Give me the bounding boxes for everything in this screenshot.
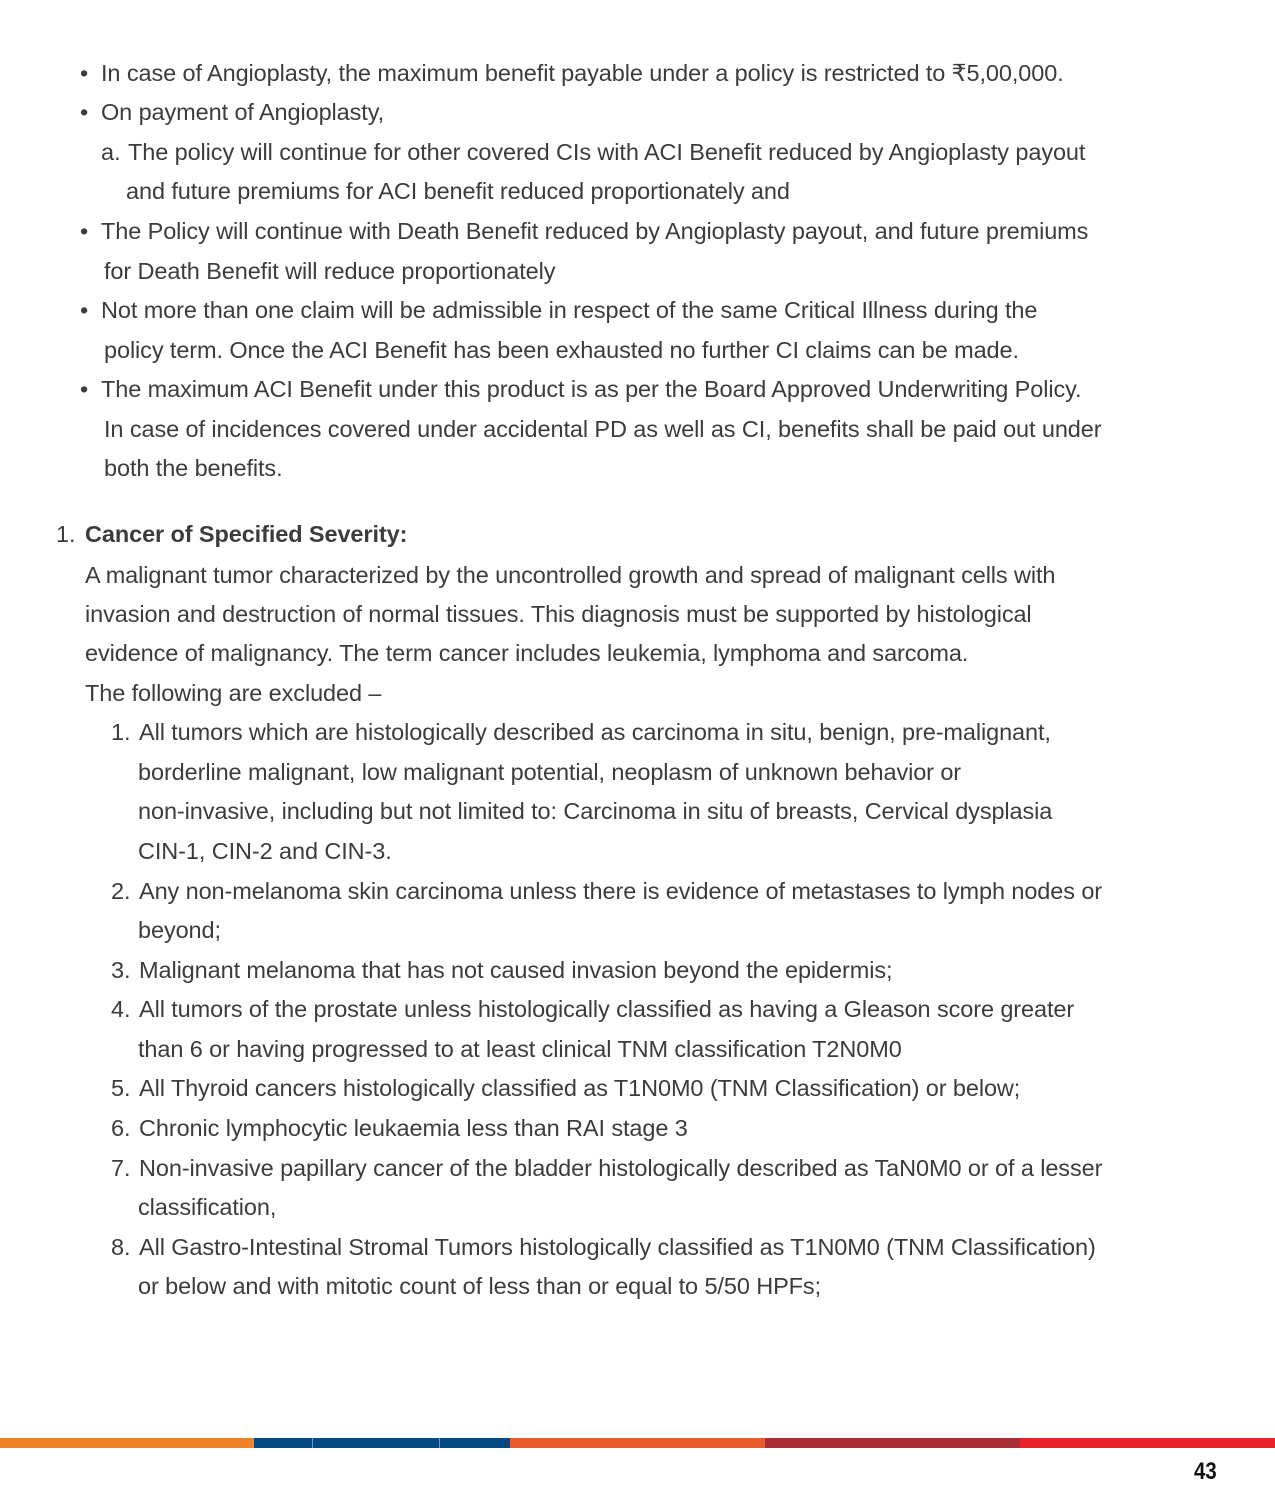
- color-bar-segment-orange-red: [510, 1438, 765, 1448]
- section-description-line: evidence of malignancy. The term cancer includes leukemia, lymphoma and sarcoma.: [85, 640, 969, 666]
- bullet-text: both the benefits.: [104, 455, 283, 481]
- exclusion-text: All tumors which are histologically described as carcinoma in situ, benign, pre-malignant,: [139, 719, 1051, 745]
- exclusion-number: 6.: [111, 1115, 131, 1141]
- exclusion-number: 4.: [111, 996, 131, 1022]
- bullet-marker: •: [80, 376, 89, 402]
- color-bar-divider: [312, 1438, 313, 1448]
- exclusion-text: Chronic lymphocytic leukaemia less than RAI stage 3: [139, 1115, 688, 1141]
- exclusion-text: Non-invasive papillary cancer of the bladder histologically described as TaN0M0 or of a lesser: [139, 1155, 1103, 1181]
- bullet-text: The Policy will continue with Death Benefit reduced by Angioplasty payout, and future premiums: [101, 218, 1089, 244]
- bullet-text: In case of Angioplasty, the maximum benefit payable under a policy is restricted to ₹5,00,000.: [101, 60, 1064, 86]
- bullet-text: for Death Benefit will reduce proportionately: [104, 258, 556, 284]
- color-bar-segment-blue: [254, 1438, 510, 1448]
- sub-item-text: and future premiums for ACI benefit reduced proportionately and: [126, 178, 790, 204]
- bullet-text: Not more than one claim will be admissible in respect of the same Critical Illness during the: [101, 297, 1038, 323]
- color-bar-segment-red: [1020, 1438, 1275, 1448]
- section-description-line: invasion and destruction of normal tissues. This diagnosis must be supported by histological: [85, 601, 1032, 627]
- exclusion-text: Malignant melanoma that has not caused invasion beyond the epidermis;: [139, 957, 893, 983]
- color-bar-segment-dark-red: [765, 1438, 1020, 1448]
- exclusion-text: All Gastro-Intestinal Stromal Tumors histologically classified as T1N0M0 (TNM Classification): [139, 1234, 1096, 1260]
- bullet-text: In case of incidences covered under accidental PD as well as CI, benefits shall be paid out under: [104, 416, 1102, 442]
- exclusion-text: classification,: [138, 1194, 277, 1220]
- bullet-marker: •: [80, 297, 89, 323]
- exclusion-text: non-invasive, including but not limited to: Carcinoma in situ of breasts, Cervical dysplasia: [138, 798, 1053, 824]
- exclusion-text: CIN-1, CIN-2 and CIN-3.: [138, 838, 392, 864]
- section-number: 1.: [56, 521, 76, 547]
- bullet-text: policy term. Once the ACI Benefit has been exhausted no further CI claims can be made.: [104, 337, 1019, 363]
- sub-item-marker: a.: [101, 139, 121, 165]
- exclusion-number: 8.: [111, 1234, 131, 1260]
- sub-item-text: The policy will continue for other covered CIs with ACI Benefit reduced by Angioplasty payout: [128, 139, 1086, 165]
- bullet-text: On payment of Angioplasty,: [101, 99, 385, 125]
- bullet-text: The maximum ACI Benefit under this product is as per the Board Approved Underwriting Policy.: [101, 376, 1082, 402]
- exclusion-number: 3.: [111, 957, 131, 983]
- exclusion-text: Any non-melanoma skin carcinoma unless there is evidence of metastases to lymph nodes or: [139, 878, 1103, 904]
- bullet-marker: •: [80, 99, 89, 125]
- bullet-marker: •: [80, 218, 89, 244]
- section-description-line: A malignant tumor characterized by the uncontrolled growth and spread of malignant cells with: [85, 562, 1056, 588]
- exclusion-text: All Thyroid cancers histologically classified as T1N0M0 (TNM Classification) or below;: [139, 1075, 1021, 1101]
- color-bar-divider: [439, 1438, 440, 1448]
- exclusion-text: than 6 or having progressed to at least clinical TNM classification T2N0M0: [138, 1036, 902, 1062]
- exclusion-text: All tumors of the prostate unless histologically classified as having a Gleason score greater: [139, 996, 1075, 1022]
- section-title: Cancer of Specified Severity:: [85, 521, 408, 547]
- exclusion-number: 2.: [111, 878, 131, 904]
- section-description-line: The following are excluded –: [85, 680, 382, 706]
- bullet-marker: •: [80, 60, 89, 86]
- exclusion-number: 1.: [111, 719, 131, 745]
- color-bar-segment-orange: [0, 1438, 254, 1448]
- page-number: 43: [1194, 1458, 1217, 1485]
- exclusion-text: or below and with mitotic count of less than or equal to 5/50 HPFs;: [138, 1273, 821, 1299]
- exclusion-number: 5.: [111, 1075, 131, 1101]
- exclusion-number: 7.: [111, 1155, 131, 1181]
- exclusion-text: beyond;: [138, 917, 221, 943]
- exclusion-text: borderline malignant, low malignant potential, neoplasm of unknown behavior or: [138, 759, 962, 785]
